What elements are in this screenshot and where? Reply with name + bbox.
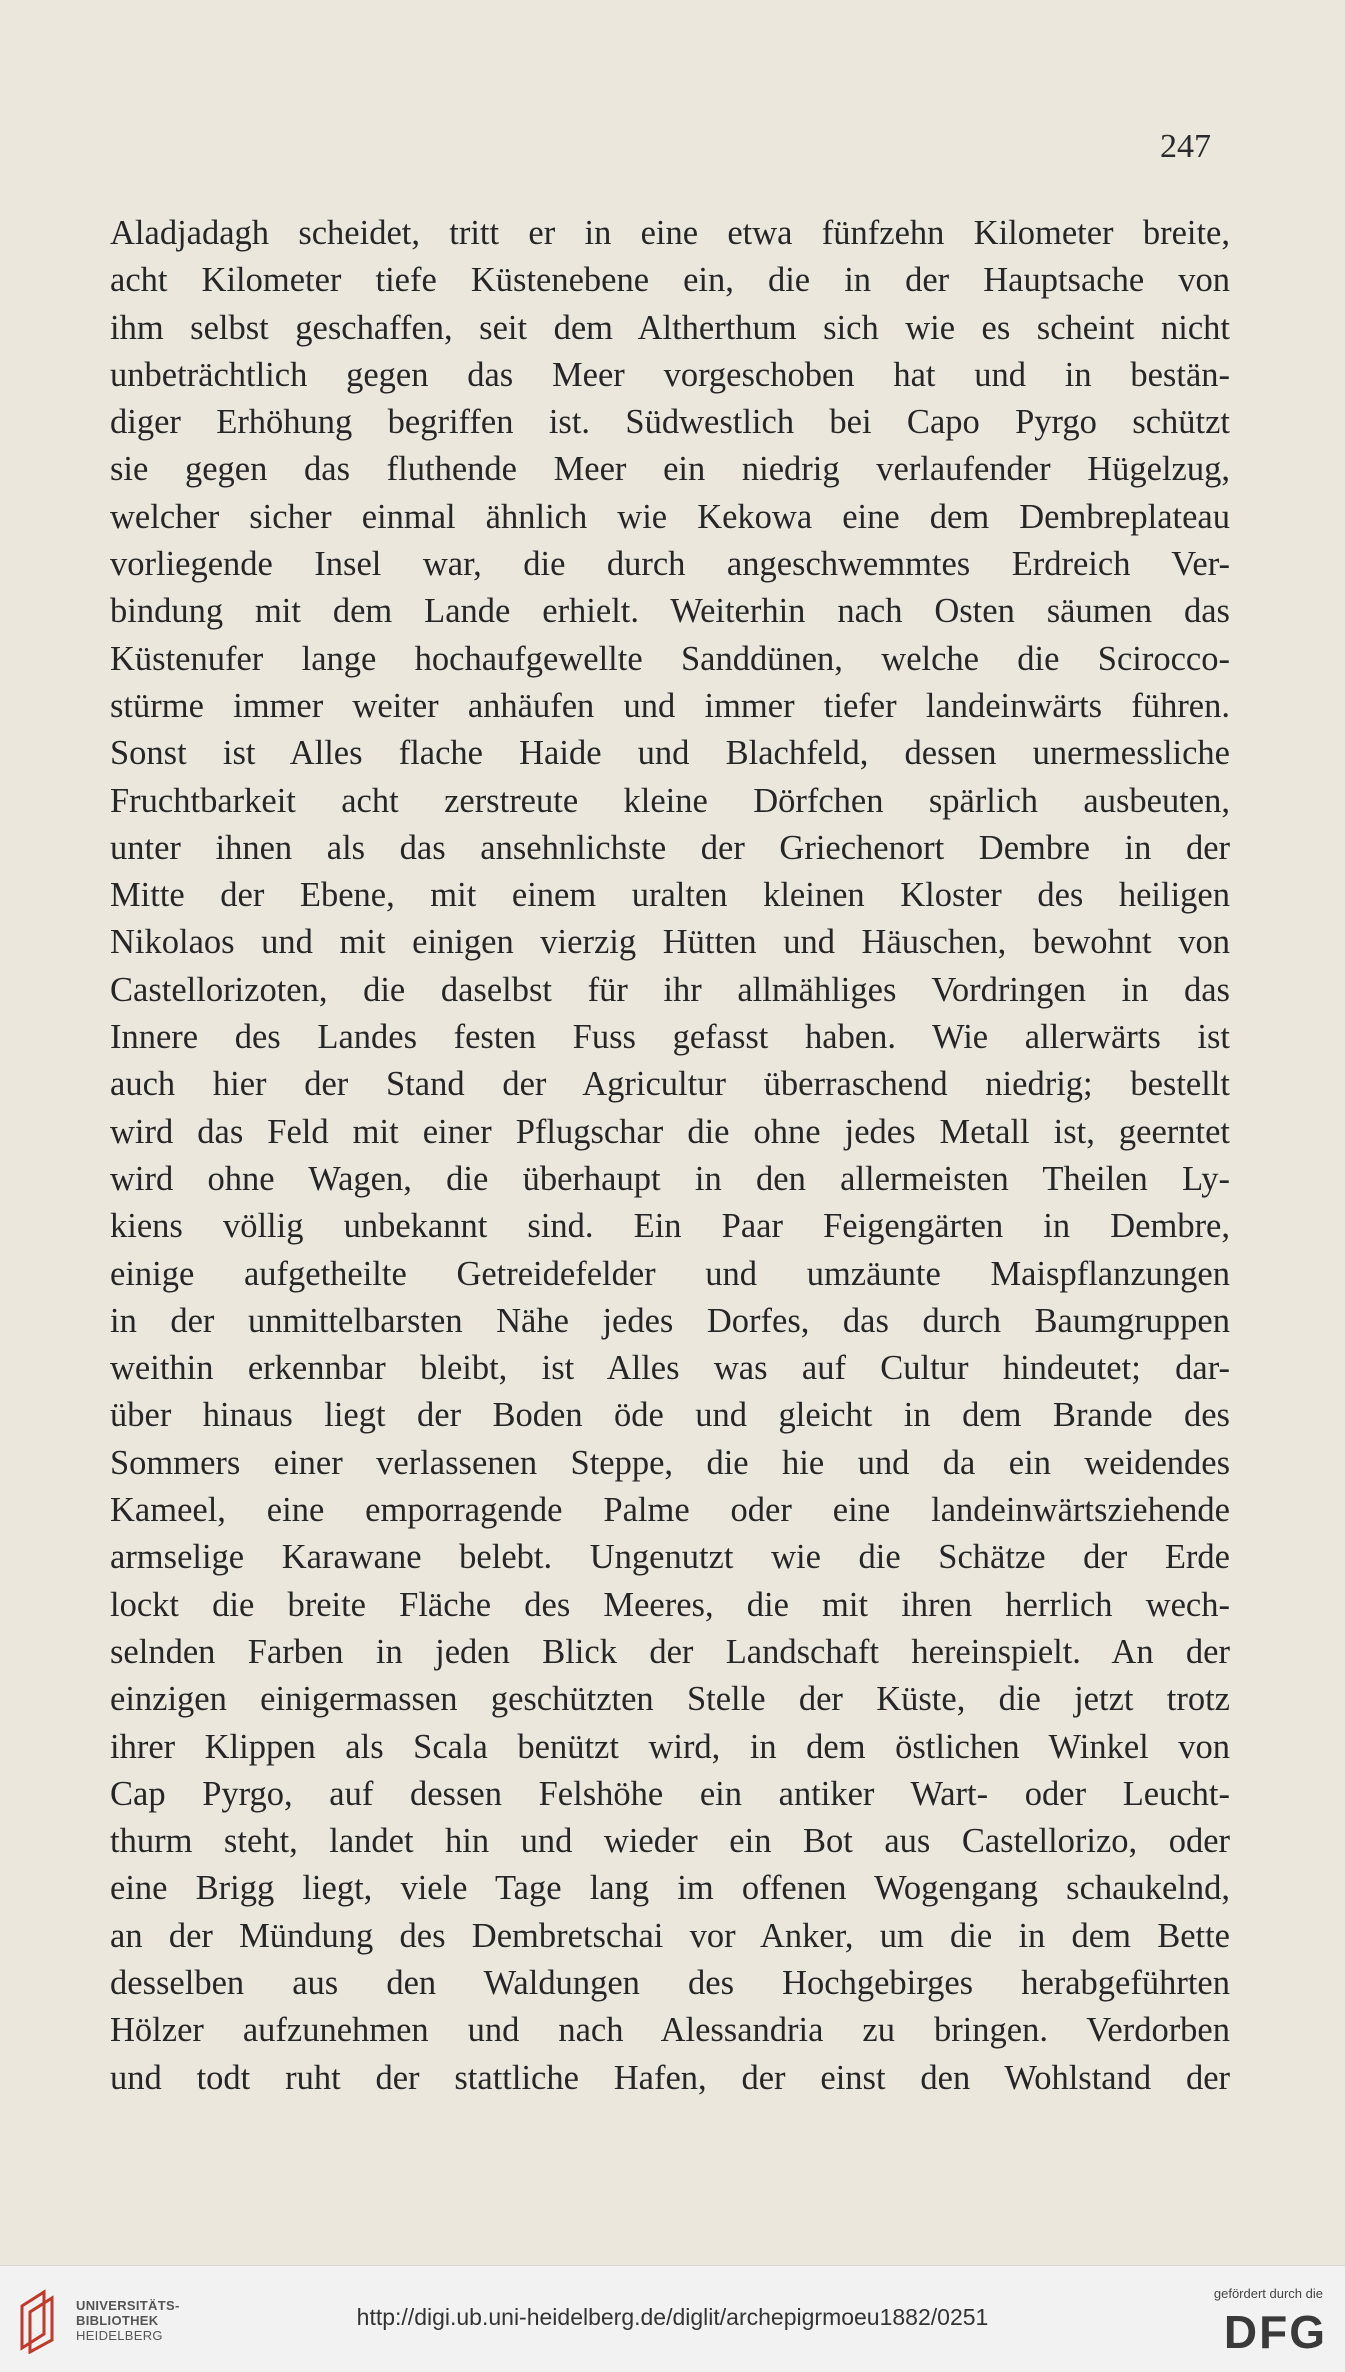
text-line: ihrer Klippen als Scala benützt wird, in dem östlichen Winkel von	[110, 1727, 1230, 1766]
text-line: ihm selbst geschaffen, seit dem Altherthum sich wie es scheint nicht	[110, 308, 1230, 347]
body-text	[110, 210, 1230, 2102]
text-line: desselben aus den Waldungen des Hochgebirges herabgeführten	[110, 1963, 1230, 2002]
text-line: Aladjadagh scheidet, tritt er in eine etwa fünfzehn Kilometer breite,	[110, 214, 1230, 252]
text-line: und todt ruht der stattliche Hafen, der einst den Wohlstand der	[110, 2058, 1230, 2097]
permalink-url[interactable]: http://digi.ub.uni-heidelberg.de/diglit/archepigrmoeu1882/0251	[356, 2304, 989, 2330]
text-line: bindung mit dem Lande erhielt. Weiterhin nach Osten säumen das	[110, 592, 1230, 631]
text-line: Küstenufer lange hochaufgewellte Sanddünen, welche die Scirocco-	[110, 639, 1230, 678]
funding-caption: gefördert durch die	[1213, 2286, 1323, 2301]
footer-bar	[0, 2265, 1345, 2372]
text-line: sie gegen das fluthende Meer ein niedrig verlaufender Hügelzug,	[110, 450, 1230, 489]
text-line: thurm steht, landet hin und wieder ein Bot aus Castellorizo, oder	[110, 1822, 1230, 1861]
text-line: armselige Karawane belebt. Ungenutzt wie die Schätze der Erde	[110, 1538, 1230, 1577]
text-line: kiens völlig unbekannt sind. Ein Paar Feigengärten in Dembre,	[110, 1207, 1230, 1246]
text-line: Kameel, eine emporragende Palme oder eine landeinwärtsziehende	[110, 1491, 1230, 1530]
text-line: vorliegende Insel war, die durch angeschwemmtes Erdreich Ver-	[110, 545, 1230, 584]
text-line: Sonst ist Alles flache Haide und Blachfeld, dessen unermessliche	[110, 734, 1230, 773]
text-line: wird das Feld mit einer Pflugschar die ohne jedes Metall ist, geerntet	[110, 1112, 1230, 1151]
text-line: Sommers einer verlassenen Steppe, die hie und da ein weidendes	[110, 1443, 1230, 1482]
library-name-line-1: UNIVERSITÄTS-	[76, 2298, 180, 2313]
text-line: an der Mündung des Dembretschai vor Anker, um die in dem Bette	[110, 1916, 1230, 1955]
text-line: Fruchtbarkeit acht zerstreute kleine Dörfchen spärlich ausbeuten,	[110, 781, 1230, 820]
text-line: welcher sicher einmal ähnlich wie Kekowa eine dem Dembreplateau	[110, 497, 1230, 536]
text-line: auch hier der Stand der Agricultur überraschend niedrig; bestellt	[110, 1065, 1230, 1104]
text-line: weithin erkennbar bleibt, ist Alles was auf Cultur hindeutet; dar-	[110, 1349, 1230, 1388]
dfg-logo: DFG	[1223, 2306, 1327, 2358]
library-name-line-2: BIBLIOTHEK	[76, 2313, 159, 2328]
page-number: 247	[1160, 128, 1211, 165]
text-line: unbeträchtlich gegen das Meer vorgeschoben hat und in bestän-	[110, 355, 1230, 394]
text-line: lockt die breite Fläche des Meeres, die mit ihren herrlich wech-	[110, 1585, 1230, 1624]
text-line: Hölzer aufzunehmen und nach Alessandria zu bringen. Verdorben	[110, 2011, 1230, 2050]
text-line: selnden Farben in jeden Blick der Landschaft hereinspielt. An der	[110, 1632, 1230, 1671]
text-line: Castellorizoten, die daselbst für ihr allmähliges Vordringen in das	[110, 970, 1230, 1009]
text-line: unter ihnen als das ansehnlichste der Griechenort Dembre in der	[110, 828, 1230, 867]
text-line: diger Erhöhung begriffen ist. Südwestlich bei Capo Pyrgo schützt	[110, 403, 1230, 442]
text-line: einige aufgetheilte Getreidefelder und umzäunte Maispflanzungen	[110, 1254, 1230, 1293]
text-line: Cap Pyrgo, auf dessen Felshöhe ein antiker Wart- oder Leucht-	[110, 1774, 1230, 1813]
text-line: acht Kilometer tiefe Küstenebene ein, die in der Hauptsache von	[110, 261, 1230, 300]
text-line: wird ohne Wagen, die überhaupt in den allermeisten Theilen Ly-	[110, 1159, 1230, 1198]
text-line: Mitte der Ebene, mit einem uralten kleinen Kloster des heiligen	[110, 876, 1230, 915]
library-name-line-3: HEIDELBERG	[76, 2328, 163, 2343]
text-line: Nikolaos und mit einigen vierzig Hütten und Häuschen, bewohnt von	[110, 923, 1230, 962]
text-line: stürme immer weiter anhäufen und immer tiefer landeinwärts führen.	[110, 686, 1230, 725]
text-line: Innere des Landes festen Fuss gefasst haben. Wie allerwärts ist	[110, 1018, 1230, 1057]
text-line: in der unmittelbarsten Nähe jedes Dorfes, das durch Baumgruppen	[110, 1301, 1230, 1340]
text-line: einzigen einigermassen geschützten Stelle der Küste, die jetzt trotz	[110, 1680, 1230, 1719]
text-line: eine Brigg liegt, viele Tage lang im offenen Wogengang schaukelnd,	[110, 1869, 1230, 1908]
text-line: über hinaus liegt der Boden öde und gleicht in dem Brande des	[110, 1396, 1230, 1435]
